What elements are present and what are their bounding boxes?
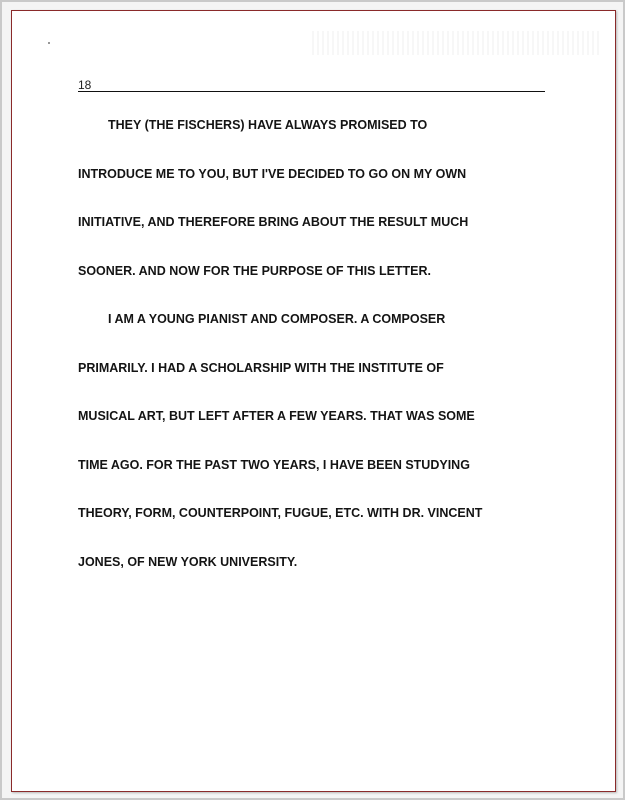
letter-line: INTRODUCE ME TO YOU, BUT I'VE DECIDED TO GO ON MY OWN [78,166,467,181]
letter-line: THEY (THE FISCHERS) HAVE ALWAYS PROMISED TO [108,118,428,132]
letter-line: TIME AGO. FOR THE PAST TWO YEARS, I HAVE BEEN STUDYING [78,457,470,472]
document-page [11,10,616,792]
letter-line: THEORY, FORM, COUNTERPOINT, FUGUE, ETC. WITH DR. VINCENT [78,506,483,520]
header-rule [78,91,545,92]
page-number: 18 [78,78,92,92]
scan-artifact [312,31,602,55]
scan-speck [48,42,50,44]
letter-body [78,101,558,586]
letter-line: JONES, OF NEW YORK UNIVERSITY. [78,554,298,569]
letter-line: I AM A YOUNG PIANIST AND COMPOSER. A COMPOSER [108,312,446,326]
letter-line: PRIMARILY. I HAD A SCHOLARSHIP WITH THE INSTITUTE OF [78,360,444,375]
letter-line: INITIATIVE, AND THEREFORE BRING ABOUT THE RESULT MUCH [78,215,469,229]
letter-line: MUSICAL ART, BUT LEFT AFTER A FEW YEARS. THAT WAS SOME [78,409,475,423]
letter-line: SOONER. AND NOW FOR THE PURPOSE OF THIS LETTER. [78,263,432,278]
